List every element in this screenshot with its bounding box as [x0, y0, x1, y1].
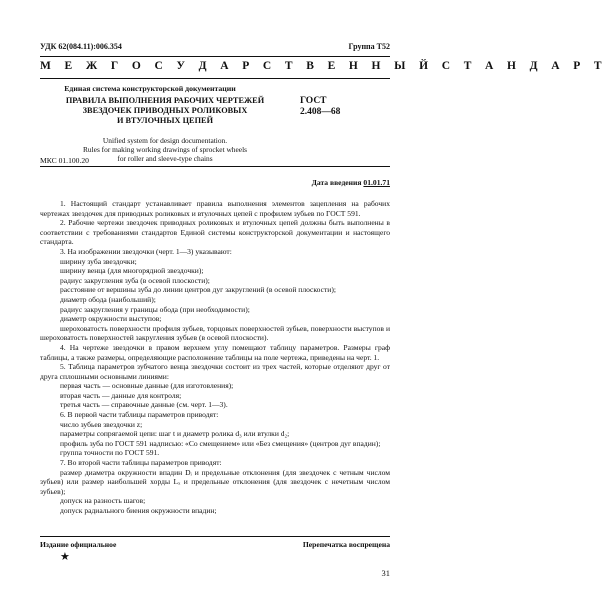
page-number: 31 — [381, 568, 390, 578]
udk-code: УДК 62(084.11):006.354 — [40, 42, 122, 51]
paragraph: радиус закругления у границы обода (при необходимости); — [60, 304, 250, 314]
standard-heading: М Е Ж Г О С У Д А Р С Т В Е Н Н Ы Й С Т А Н Д А Р Т — [40, 60, 607, 72]
paragraph: радиус закругления зуба (в осевой плоскости); — [60, 275, 210, 285]
paragraph: 4. На чертеже звездочки в правом верхнем углу помещают таблицу параметров. Размеры граф таблицы, а также размеры, определяющие расположение таблицы на поле чертежа, приведены на черт. 1. — [40, 342, 390, 362]
star-icon: ★ — [60, 551, 70, 563]
paragraph: 6. В первой части таблицы параметров приводят: — [60, 410, 219, 420]
paragraph: профиль зуба по ГОСТ 591 надписью: «Со смещением» или «Без смещения» (центров дуг впадин); — [60, 438, 381, 448]
paragraph: шероховатость поверхности профиля зубьев, торцовых поверхностей зубьев, поверхности выступов и шероховатость поверхностей закругления зубьев (в осевой плоскости). — [40, 323, 390, 343]
paragraph: 5. Таблица параметров зубчатого венца звездочки состоит из трех частей, которые отделяют друг от друга сплошными основными линиями: — [40, 362, 390, 381]
mks-code: МКС 01.100.20 — [40, 156, 89, 165]
paragraph: ширину венца (для многорядной звездочки); — [60, 266, 204, 276]
paragraph: 1. Настоящий стандарт устанавливает правила выполнения элементов зацепления на рабочих чертежах звездочек для приводных роликовых и втулочных цепей с профилем зубьев по ГОСТ 591. — [40, 199, 390, 218]
english-line: for roller and sleeve-type chains — [117, 154, 213, 163]
title-line: ЗВЕЗДОЧЕК ПРИВОДНЫХ РОЛИКОВЫХ — [82, 106, 248, 115]
group-code: Группа Т52 — [348, 42, 390, 51]
paragraph: ширину зуба звездочки; — [60, 256, 137, 266]
mks-rule — [40, 166, 390, 167]
paragraph: допуск радиального биения окружности впадин; — [60, 506, 217, 515]
paragraph: допуск на разность шагов; — [60, 496, 146, 506]
gost-label: ГОСТ — [300, 96, 327, 106]
official-edition: Издание официальное — [40, 540, 117, 549]
top-rule — [40, 56, 390, 57]
paragraph: диаметр окружности выступов; — [60, 314, 162, 324]
footer-rule — [40, 536, 390, 537]
document-title — [40, 96, 290, 126]
system-name: Единая система конструкторской документации — [64, 84, 236, 93]
gost-designation — [300, 96, 340, 118]
reprint-notice: Перепечатка воспрещена — [302, 540, 390, 549]
date-label: Дата введения — [311, 178, 362, 187]
heading-rule — [40, 78, 390, 79]
paragraph: 2. Рабочие чертежи звездочек приводных роликовых и втулочных цепей должны быть выполнены в соответствии с требованиями стандартов Единой системы конструкторской документации и настоящего стандарта. — [40, 218, 390, 247]
title-line: И ВТУЛОЧНЫХ ЦЕПЕЙ — [116, 116, 214, 125]
paragraph: 3. На изображении звездочки (черт. 1—3) указывают: — [60, 246, 232, 256]
paragraph: вторая часть — данные для контроля; — [60, 390, 182, 400]
body-text — [40, 199, 390, 516]
date-value: 01.01.71 — [363, 178, 390, 187]
paragraph: размер диаметра окружности впадин Dᵢ и предельные отклонения (для звездочек с четным числом зубьев) или размер наибольшей хорды Lₓ и предельные отклонения (для звездочек с нечетным числом зубьев); — [40, 467, 390, 496]
introduction-date — [312, 178, 390, 187]
paragraph: параметры сопрягаемой цепи: шаг t и диаметр ролика d₃ или втулки d₂; — [60, 429, 290, 439]
paragraph: первая часть — основные данные (для изготовления); — [60, 381, 234, 391]
gost-number: 2.408—68 — [300, 107, 341, 117]
paragraph: 7. Во второй части таблицы параметров приводят: — [60, 458, 222, 468]
paragraph: диаметр обода (наибольший); — [60, 294, 156, 304]
english-line: Unified system for design documentation. — [102, 136, 228, 145]
paragraph: третья часть — справочные данные (см. черт. 1—3). — [60, 400, 228, 410]
paragraph: группа точности по ГОСТ 591. — [60, 448, 160, 458]
paragraph: число зубьев звездочки z; — [60, 419, 143, 429]
paragraph: расстояние от вершины зуба до линии центров дуг закруглений (в осевой плоскости); — [60, 285, 336, 295]
title-line: ПРАВИЛА ВЫПОЛНЕНИЯ РАБОЧИХ ЧЕРТЕЖЕЙ — [65, 96, 265, 105]
english-line: Rules for making working drawings of sprocket wheels — [83, 145, 247, 154]
